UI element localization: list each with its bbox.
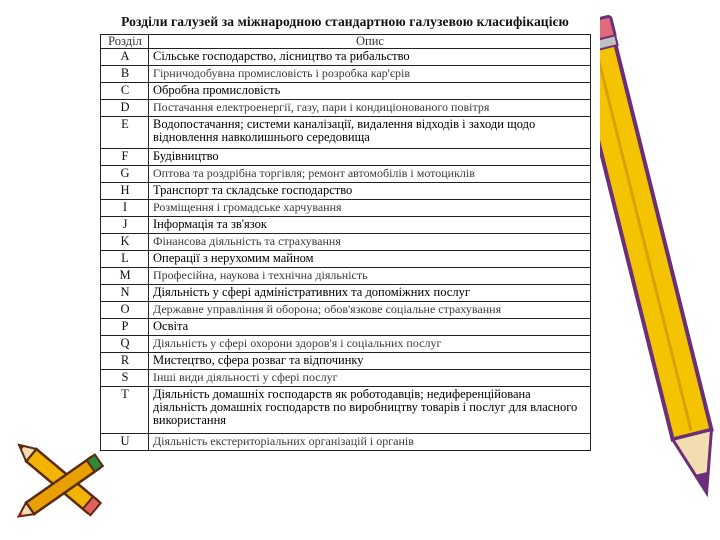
table-row — [101, 200, 591, 217]
nace-sections-table — [100, 34, 591, 451]
section-code: G — [101, 166, 149, 183]
table-row — [101, 302, 591, 319]
section-code: J — [101, 217, 149, 234]
document-title: Розділи галузей за міжнародною стандартною галузевою класифікацією — [121, 14, 569, 29]
section-description: Будівництво — [149, 149, 591, 166]
table-row — [101, 370, 591, 387]
header-description: Опис — [149, 35, 591, 49]
section-code: L — [101, 251, 149, 268]
section-description: Діяльність у сфері охорони здоров'я і соціальних послуг — [149, 336, 591, 353]
header-code: Розділ — [101, 35, 149, 49]
section-description: Діяльність домашніх господарств як роботодавців; недиференційована діяльність домашніх господарств по виробництву товарів і послуг для власного використання — [149, 387, 591, 434]
section-description: Водопостачання; системи каналізації, видалення відходів і заходи щодо відновлення навколишнього середовища — [149, 117, 591, 149]
section-description: Фінансова діяльність та страхування — [149, 234, 591, 251]
section-description: Транспорт та складське господарство — [149, 183, 591, 200]
section-description: Інформація та зв'язок — [149, 217, 591, 234]
table-row — [101, 217, 591, 234]
table-row — [101, 268, 591, 285]
table-row — [101, 66, 591, 83]
table-row — [101, 149, 591, 166]
section-code: P — [101, 319, 149, 336]
table-row — [101, 336, 591, 353]
table-row — [101, 166, 591, 183]
section-description: Оптова та роздрібна торгівля; ремонт автомобілів і мотоциклів — [149, 166, 591, 183]
section-code: B — [101, 66, 149, 83]
section-description: Гірничодобувна промисловість і розробка кар'єрів — [149, 66, 591, 83]
table-row — [101, 83, 591, 100]
table-row — [101, 183, 591, 200]
section-description: Мистецтво, сфера розваг та відпочинку — [149, 353, 591, 370]
section-description: Державне управління й оборона; обов'язкове соціальне страхування — [149, 302, 591, 319]
section-code: M — [101, 268, 149, 285]
pencils-icon — [0, 430, 115, 535]
table-row — [101, 319, 591, 336]
section-code: R — [101, 353, 149, 370]
section-description: Операції з нерухомим майном — [149, 251, 591, 268]
table-row — [101, 434, 591, 451]
section-code: F — [101, 149, 149, 166]
table-row — [101, 251, 591, 268]
section-code: T — [101, 387, 149, 434]
table-header-row — [101, 35, 591, 49]
table-row — [101, 285, 591, 302]
section-code: E — [101, 117, 149, 149]
table-row — [101, 234, 591, 251]
pencil-icon — [600, 8, 715, 523]
section-code: C — [101, 83, 149, 100]
section-description: Розміщення і громадське харчування — [149, 200, 591, 217]
table-row — [101, 353, 591, 370]
section-code: A — [101, 49, 149, 66]
section-description: Постачання електроенергії, газу, пари і кондиціонованого повітря — [149, 100, 591, 117]
section-description: Професійна, наукова і технічна діяльність — [149, 268, 591, 285]
section-description: Обробна промисловість — [149, 83, 591, 100]
section-description: Діяльність екстериторіальних організацій і органів — [149, 434, 591, 451]
section-code: H — [101, 183, 149, 200]
section-code: Q — [101, 336, 149, 353]
table-row — [101, 49, 591, 66]
section-code: N — [101, 285, 149, 302]
section-code: O — [101, 302, 149, 319]
section-code: S — [101, 370, 149, 387]
section-description: Діяльність у сфері адміністративних та допоміжних послуг — [149, 285, 591, 302]
section-description: Сільське господарство, лісництво та рибальство — [149, 49, 591, 66]
section-code: I — [101, 200, 149, 217]
table-row — [101, 100, 591, 117]
section-code: D — [101, 100, 149, 117]
section-description: Освіта — [149, 319, 591, 336]
table-row — [101, 117, 591, 149]
table-row — [101, 387, 591, 434]
section-code: U — [101, 434, 149, 451]
section-description: Інші види діяльності у сфері послуг — [149, 370, 591, 387]
section-code: K — [101, 234, 149, 251]
